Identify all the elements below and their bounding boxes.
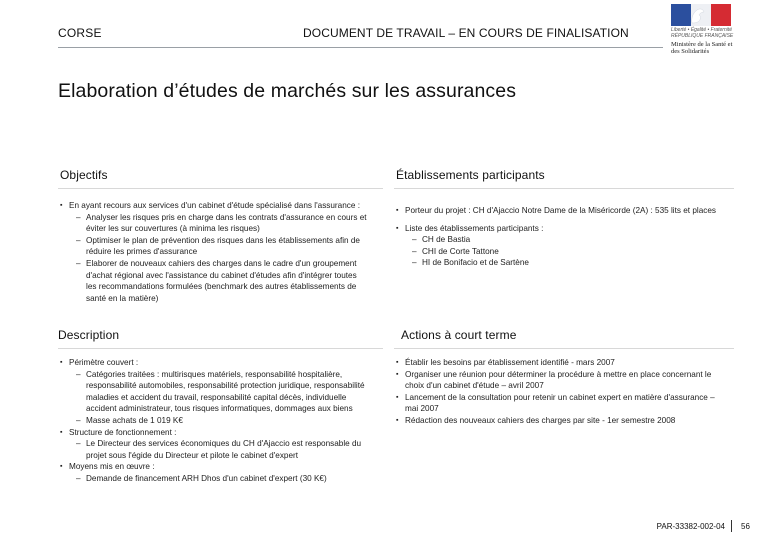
header-divider [58, 47, 663, 48]
actions-list [396, 357, 730, 427]
objectifs-list [60, 200, 368, 304]
actions-heading: Actions à court terme [401, 328, 517, 342]
etablissements-heading: Établissements participants [396, 168, 545, 182]
page-number: 56 [741, 522, 750, 531]
list-item: ▪ Liste des établissements participants : [396, 223, 734, 235]
list-item: ▪ Périmètre couvert : [60, 357, 378, 369]
republic-motto: Liberté • Égalité • Fraternité RÉPUBLIQUE FRANÇAISE [671, 27, 734, 39]
ministry-logo [668, 4, 734, 66]
list-item: ▪ Rédaction des nouveaux cahiers des charges par site - 1er semestre 2008 [396, 415, 730, 427]
sub-list-item: – Optimiser le plan de prévention des risques dans les établissements afin de réduire les primes d'assurance [60, 235, 368, 258]
sub-list-item: – Le Directeur des services économiques du CH d'Ajaccio est responsable du projet sous l'égide du Directeur et pilote le cabinet d'expert [60, 438, 378, 461]
list-item: ▪ Lancement de la consultation pour retenir un cabinet expert en matière d'assurance – mai 2007 [396, 392, 730, 415]
list-item: ▪ Organiser une réunion pour déterminer la procédure à mettre en place concernant le choix d'un cabinet d'étude – avril 2007 [396, 369, 730, 392]
document-reference: PAR-33382-002-04 [656, 522, 725, 531]
sub-list-item: – HI de Bonifacio et de Sartène [396, 257, 734, 269]
sub-list-item: – Catégories traitées : multirisques matériels, responsabilité hospitalière, responsabilité automobiles, responsabilité protection juridique, responsabilité maladies et accident du travail, responsabilité capital décès, individuelle accident administrateur, tous risques informatiques, dommages aux biens [60, 369, 378, 415]
ministry-name: Ministère de la Santé et des Solidarités [671, 41, 733, 55]
list-item: ▪ Porteur du projet : CH d'Ajaccio Notre Dame de la Miséricorde (2A) : 535 lits et places [396, 205, 734, 217]
etablissements-bullets [396, 205, 734, 269]
sub-list-item: – CHI de Corte Tattone [396, 246, 734, 258]
sub-list-item: – Elaborer de nouveaux cahiers des charges dans le cadre d'un groupement d'achat régional avec l'assistance du cabinet d'études afin d'intégrer toutes les recommandations formulées (benchmark des autres établissements de santé en la matière) [60, 258, 368, 304]
etablissements-list [396, 205, 734, 269]
actions-bullets [396, 357, 730, 427]
objectifs-bullets [60, 200, 368, 304]
marianne-icon [686, 6, 706, 24]
description-bullets [60, 357, 378, 485]
region-label: CORSE [58, 26, 102, 40]
list-item: ▪ Établir les besoins par établissement identifié - mars 2007 [396, 357, 730, 369]
sub-list-item: – Masse achats de 1 019 K€ [60, 415, 378, 427]
sub-list-item: – Analyser les risques pris en charge dans les contrats d'assurance en cours et éviter les sur couvertures (à minima les risques) [60, 212, 368, 235]
objectifs-divider [58, 188, 383, 189]
footer-separator [731, 520, 732, 532]
sub-list-item: – CH de Bastia [396, 234, 734, 246]
actions-divider [394, 348, 734, 349]
sub-list-item: – Demande de financement ARH Dhos d'un cabinet d'expert (30 K€) [60, 473, 378, 485]
list-item: ▪ Moyens mis en œuvre : [60, 461, 378, 473]
objectifs-heading: Objectifs [60, 168, 108, 182]
description-heading: Description [58, 328, 120, 342]
description-divider [58, 348, 383, 349]
etablissements-divider [394, 188, 734, 189]
page-title: Elaboration d’études de marchés sur les assurances [58, 80, 517, 102]
list-item: ▪ Structure de fonctionnement : [60, 427, 378, 439]
description-list [60, 357, 378, 485]
list-item: ▪ En ayant recours aux services d'un cabinet d'étude spécialisé dans l'assurance : [60, 200, 368, 212]
document-status: DOCUMENT DE TRAVAIL – EN COURS DE FINALISATION [303, 26, 629, 40]
